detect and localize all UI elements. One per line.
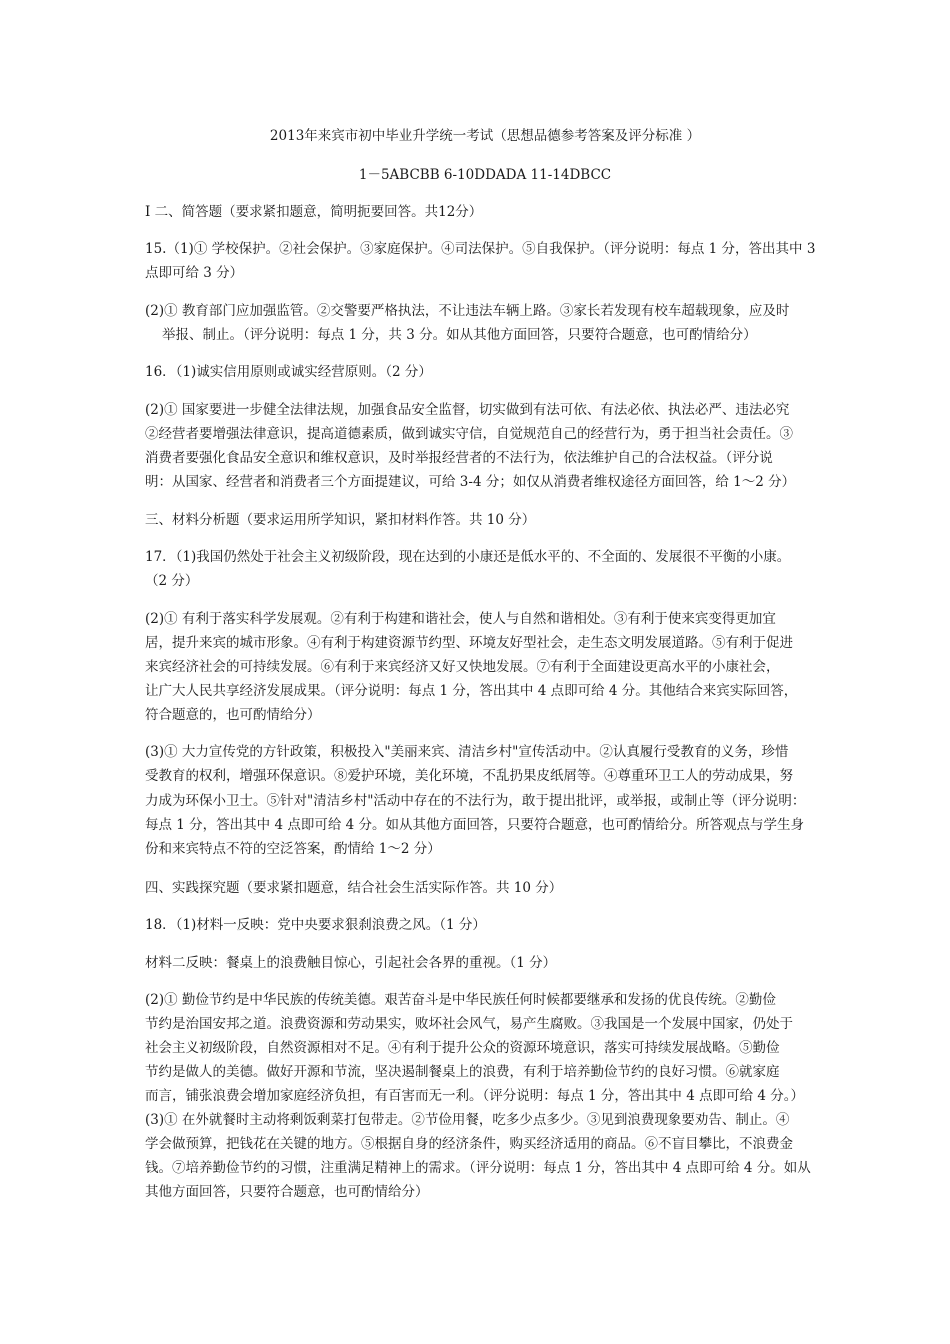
text-line: （2 分） [145,573,199,589]
text-line: 节约是治国安邦之道。浪费资源和劳动果实，败坏社会风气，易产生腐败。③我国是一个发展中国家，仍处于 [145,1016,793,1032]
text-line: 居，提升来宾的城市形象。④有利于构建资源节约型、环境友好型社会，走生态文明发展道路。⑤有利于促进 [145,635,793,651]
text-line: 来宾经济社会的可持续发展。⑥有利于来宾经济又好又快地发展。⑦有利于全面建设更高水平的小康社会， [145,659,780,675]
answer-key: 1－5ABCBB 6-10DDADA 11-14DBCC [358,167,612,183]
text-line: (2)① 有利于落实科学发展观。②有利于构建和谐社会，使人与自然和谐相处。③有利于使来宾变得更加宜 [145,611,776,627]
text-line: (2)① 教育部门应加强监管。②交警要严格执法，不让违法车辆上路。③家长若发现有校车超载现象，应及时 [145,303,790,319]
text-line: ②经营者要增强法律意识，提高道德素质，做到诚实守信，自觉规范自己的经营行为，勇于担当社会责任。③ [145,426,793,442]
text-line: 力成为环保小卫士。⑤针对"清洁乡村"活动中存在的不法行为，敢于提出批评，或举报，或制止等（评分说明： [145,793,806,809]
text-line: 举报、制止。（评分说明：每点 1 分，共 3 分。如从其他方面回答，只要符合题意，也可酌情给分） [162,327,757,343]
text-line: 18．（1)材料一反映：党中央要求狠刹浪费之风。（1 分） [145,917,486,933]
text-line: 17．（1)我国仍然处于社会主义初级阶段，现在达到的小康还是低水平的、不全面的、发展很不平衡的小康。 [145,549,791,565]
section-heading: I 二、简答题（要求紧扣题意，简明扼要回答。共12分） [145,204,483,220]
text-line: 消费者要强化食品安全意识和维权意识，及时举报经营者的不法行为，依法维护自己的合法权益。（评分说 [145,450,773,466]
section-heading: 四、实践探究题（要求紧扣题意，结合社会生活实际作答。共 10 分） [145,880,563,896]
text-line: (3)① 大力宣传党的方针政策，积极投入"美丽来宾、清洁乡村"宣传活动中。②认真履行受教育的义务，珍惜 [145,744,789,760]
section-heading: 三、材料分析题（要求运用所学知识，紧扣材料作答。共 10 分） [145,512,536,528]
text-line: 明：从国家、经营者和消费者三个方面提建议，可给 3-4 分；如仅从消费者维权途径方面回答，给 1～2 分） [145,474,796,490]
text-line: 节约是做人的美德。做好开源和节流，坚决遏制餐桌上的浪费，有利于培养勤俭节约的良好习惯。⑥就家庭 [145,1064,780,1080]
text-line: 符合题意的，也可酌情给分） [145,707,321,723]
text-line: 每点 1 分，答出其中 4 点即可给 4 分。如从其他方面回答，只要符合题意，也可酌情给分。所答观点与学生身 [145,817,805,833]
text-line: 社会主义初级阶段，自然资源相对不足。④有利于提升公众的资源环境意识，落实可持续发展战略。⑤勤俭 [145,1040,780,1056]
text-line: 点即可给 3 分） [145,265,244,281]
text-line: (3)① 在外就餐时主动将剩饭剩菜打包带走。②节俭用餐，吃多少点多少。③见到浪费现象要劝告、制止。④ [145,1112,790,1128]
text-line: 份和来宾特点不符的空泛答案，酌情给 1～2 分） [145,841,441,857]
document-title: 2013年来宾市初中毕业升学统一考试（思想品德参考答案及评分标准 ） [269,128,701,144]
text-line: 受教育的权利，增强环保意识。⑧爱护环境，美化环境，不乱扔果皮纸屑等。④尊重环卫工人的劳动成果，努 [145,768,793,784]
text-line: 钱。⑦培养勤俭节约的习惯，注重满足精神上的需求。（评分说明：每点 1 分，答出其中 4 点即可给 4 分。如从 [145,1160,811,1176]
text-line: (2)① 勤俭节约是中华民族的传统美德。艰苦奋斗是中华民族任何时候都要继承和发扬的优良传统。②勤俭 [145,992,776,1008]
text-line: (2)① 国家要进一步健全法律法规，加强食品安全监督，切实做到有法可依、有法必依、执法必严、违法必究 [145,402,790,418]
text-line: 16．（1)诚实信用原则或诚实经营原则。（2 分） [145,364,432,380]
text-line: 而言，铺张浪费会增加家庭经济负担，有百害而无一利。（评分说明：每点 1 分，答出其中 4 点即可给 4 分。） [145,1088,805,1104]
text-line: 其他方面回答，只要符合题意，也可酌情给分） [145,1184,429,1200]
text-line: 让广大人民共享经济发展成果。（评分说明：每点 1 分，答出其中 4 点即可给 4 分。其他结合来宾实际回答， [145,683,798,699]
text-line: 材料二反映：餐桌上的浪费触目惊心，引起社会各界的重视。（1 分） [145,955,557,971]
text-line: 学会做预算，把钱花在关键的地方。⑤根据自身的经济条件，购买经济适用的商品。⑥不盲目攀比，不浪费金 [145,1136,793,1152]
text-line: 15.（1)① 学校保护。②社会保护。③家庭保护。④司法保护。⑤自我保护。（评分说明：每点 1 分，答出其中 3 [145,241,816,257]
